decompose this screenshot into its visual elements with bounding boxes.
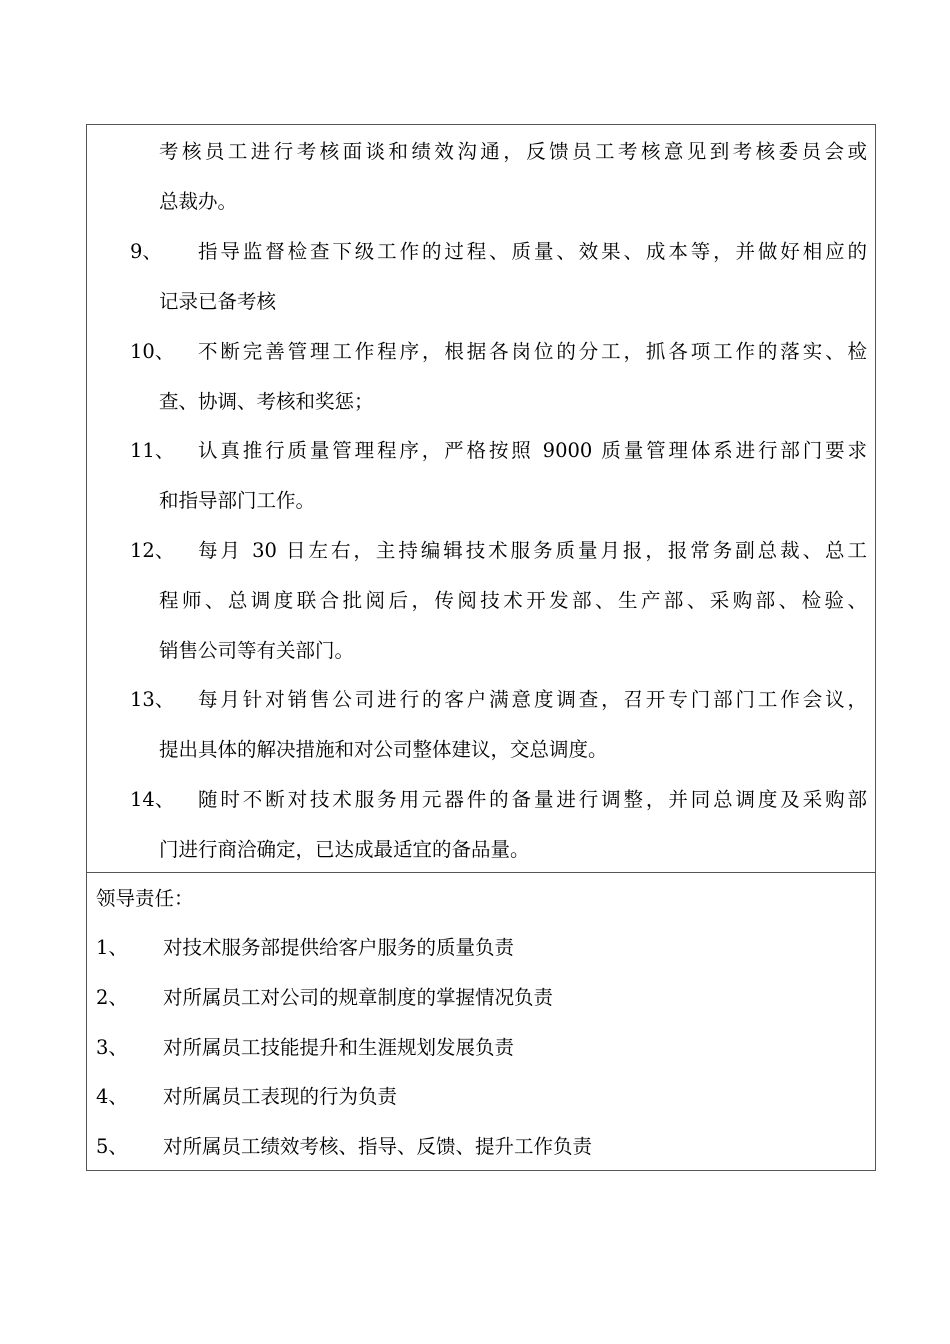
leadership-number: 2、 bbox=[96, 986, 128, 1009]
leadership-item: 对所属员工表现的行为负责 bbox=[163, 1085, 398, 1108]
duty-line: 销售公司等有关部门。 bbox=[159, 639, 355, 662]
duties-cell bbox=[87, 125, 875, 873]
duty-number: 9、 bbox=[130, 240, 162, 263]
duty-line: 考核员工进行考核面谈和绩效沟通，反馈员工考核意见到考核委员会或 bbox=[159, 140, 867, 163]
leadership-number: 5、 bbox=[96, 1135, 128, 1158]
leadership-item: 对所属员工对公司的规章制度的掌握情况负责 bbox=[163, 986, 554, 1009]
duty-line: 指导监督检查下级工作的过程、质量、效果、成本等，并做好相应的 bbox=[198, 240, 867, 263]
responsibility-table bbox=[86, 124, 876, 1171]
leadership-number: 3、 bbox=[96, 1036, 128, 1059]
duty-line: 每月 30 日左右，主持编辑技术服务质量月报，报常务副总裁、总工 bbox=[198, 539, 867, 562]
leadership-item: 对所属员工技能提升和生涯规划发展负责 bbox=[163, 1036, 515, 1059]
duty-number: 10、 bbox=[130, 340, 175, 363]
duty-line: 提出具体的解决措施和对公司整体建议，交总调度。 bbox=[159, 738, 608, 761]
leadership-item: 对技术服务部提供给客户服务的质量负责 bbox=[163, 936, 515, 959]
leadership-cell bbox=[87, 873, 875, 1170]
duty-line: 每月针对销售公司进行的客户满意度调查，召开专门部门工作会议， bbox=[198, 688, 867, 711]
leadership-item: 对所属员工绩效考核、指导、反馈、提升工作负责 bbox=[163, 1135, 593, 1158]
duty-number: 14、 bbox=[130, 788, 175, 811]
duty-line: 记录已备考核 bbox=[159, 290, 277, 313]
leadership-number: 4、 bbox=[96, 1085, 128, 1108]
leadership-heading: 领导责任： bbox=[96, 887, 194, 910]
duty-line: 随时不断对技术服务用元器件的备量进行调整，并同总调度及采购部 bbox=[198, 788, 867, 811]
duty-number: 13、 bbox=[130, 688, 175, 711]
duty-number: 12、 bbox=[130, 539, 175, 562]
duty-number: 11、 bbox=[130, 439, 175, 462]
duty-line: 查、协调、考核和奖惩； bbox=[159, 390, 374, 413]
duty-line: 门进行商洽确定，已达成最适宜的备品量。 bbox=[159, 838, 530, 861]
duty-line: 不断完善管理工作程序，根据各岗位的分工，抓各项工作的落实、检 bbox=[198, 340, 867, 363]
leadership-number: 1、 bbox=[96, 936, 128, 959]
duty-line: 总裁办。 bbox=[159, 190, 238, 213]
duty-line: 和指导部门工作。 bbox=[159, 489, 316, 512]
duty-line: 认真推行质量管理程序，严格按照 9000 质量管理体系进行部门要求 bbox=[198, 439, 867, 462]
duty-line: 程师、总调度联合批阅后，传阅技术开发部、生产部、采购部、检验、 bbox=[159, 589, 867, 612]
